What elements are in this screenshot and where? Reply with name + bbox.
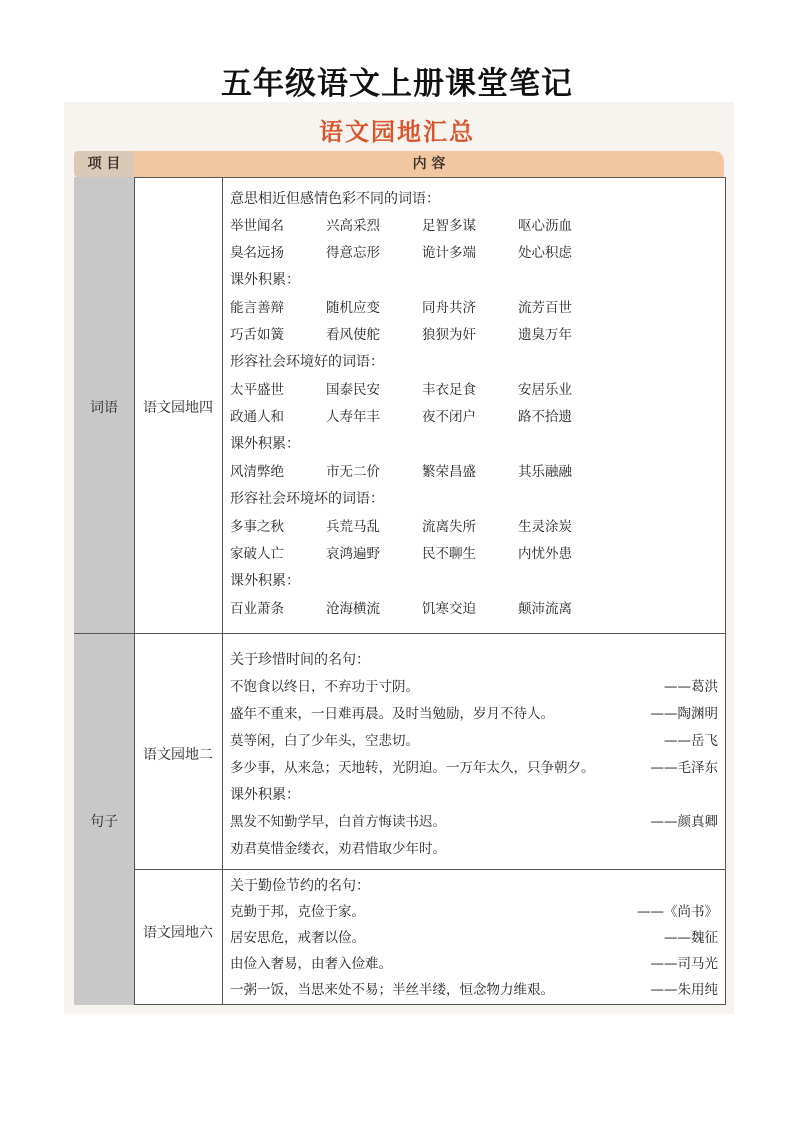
quote-text: 多少事，从来急；天地转，光阴迫。一万年太久，只争朝夕。 <box>230 760 595 776</box>
word: 其乐融融 <box>518 464 572 480</box>
quote-line <box>230 728 718 754</box>
quote-line <box>230 701 718 727</box>
sentences-content <box>230 647 718 863</box>
word-row <box>230 541 718 567</box>
word: 哀鸿遍野 <box>326 546 380 562</box>
quote-heading: 课外积累： <box>230 787 300 803</box>
word: 看风使舵 <box>326 327 380 343</box>
quote-heading: 关于珍惜时间的名句： <box>230 652 370 668</box>
word-row <box>230 322 718 348</box>
section-label: 语文园地六 <box>143 925 213 941</box>
sentences-content <box>230 873 718 1001</box>
word: 民不聊生 <box>422 546 476 562</box>
group-heading: 课外积累： <box>230 272 300 288</box>
word: 风清弊绝 <box>230 464 284 480</box>
section-subtitle: 语文园地汇总 <box>319 118 475 146</box>
quote-text: 莫等闲，白了少年头，空悲切。 <box>230 733 419 749</box>
section-label: 语文园地二 <box>143 747 213 763</box>
word: 路不拾遗 <box>518 409 572 425</box>
word: 多事之秋 <box>230 519 284 535</box>
section-cell <box>134 634 223 869</box>
quote-line <box>230 755 718 781</box>
quote-line <box>230 674 718 700</box>
word: 巧舌如簧 <box>230 327 284 343</box>
quote-text: 劝君莫惜金缕衣，劝君惜取少年时。 <box>230 841 446 857</box>
word: 沧海横流 <box>326 601 380 617</box>
section-cell <box>134 177 223 633</box>
quote-source: ——葛洪 <box>664 679 718 695</box>
quote-source: ——司马光 <box>650 956 718 972</box>
word: 狼狈为奸 <box>422 327 476 343</box>
page-title: 五年级语文上册课堂笔记 <box>221 66 573 102</box>
word-row <box>230 377 718 403</box>
category-label: 句子 <box>90 814 118 830</box>
word: 颠沛流离 <box>518 601 572 617</box>
word: 臭名远扬 <box>230 245 284 261</box>
quote-line <box>230 809 718 835</box>
word: 呕心沥血 <box>518 218 572 234</box>
word: 内忧外患 <box>518 546 572 562</box>
quote-text: 居安思危，戒奢以俭。 <box>230 930 365 946</box>
word: 夜不闭户 <box>422 409 476 425</box>
quote-text: 由俭入奢易，由奢入俭难。 <box>230 956 392 972</box>
word: 兴高采烈 <box>326 218 380 234</box>
word: 安居乐业 <box>518 382 572 398</box>
word: 百业萧条 <box>230 601 284 617</box>
word-row <box>230 596 718 622</box>
word: 能言善辩 <box>230 300 284 316</box>
quote-heading: 关于勤俭节约的名句： <box>230 878 370 894</box>
section-label: 语文园地四 <box>143 400 213 416</box>
word: 足智多谋 <box>422 218 476 234</box>
summary-table <box>74 177 726 1005</box>
category-label: 词语 <box>90 400 118 416</box>
quote-text: 盛年不重来，一日难再晨。及时当勉励，岁月不待人。 <box>230 706 554 722</box>
quote-line <box>230 977 718 1003</box>
word-row <box>230 514 718 540</box>
word: 人寿年丰 <box>326 409 380 425</box>
word-row <box>230 295 718 321</box>
word: 举世闻名 <box>230 218 284 234</box>
word: 太平盛世 <box>230 382 284 398</box>
word: 随机应变 <box>326 300 380 316</box>
quote-source: ——颜真卿 <box>650 814 718 830</box>
header-item-label: 项 目 <box>74 151 134 177</box>
quote-source: ——毛泽东 <box>650 760 718 776</box>
header-content-label: 内 容 <box>134 151 724 177</box>
word: 市无二价 <box>326 464 380 480</box>
quote-line <box>230 925 718 951</box>
word: 饥寒交迫 <box>422 601 476 617</box>
quote-text: 一粥一饭，当思来处不易；半丝半缕，恒念物力维艰。 <box>230 982 554 998</box>
word: 国泰民安 <box>326 382 380 398</box>
word: 繁荣昌盛 <box>422 464 476 480</box>
group-heading: 形容社会环境坏的词语： <box>230 491 384 507</box>
quote-text: 黑发不知勤学早，白首方悔读书迟。 <box>230 814 446 830</box>
word-row <box>230 213 718 239</box>
quote-line <box>230 836 718 862</box>
words-content <box>230 186 718 626</box>
word-row <box>230 459 718 485</box>
quote-source: ——陶渊明 <box>650 706 718 722</box>
category-cell-words <box>74 177 135 633</box>
word-row <box>230 240 718 266</box>
category-cell-sentences <box>74 634 135 1005</box>
section-cell <box>134 870 223 1005</box>
quote-text: 克勤于邦，克俭于家。 <box>230 904 365 920</box>
word: 流芳百世 <box>518 300 572 316</box>
word: 生灵涂炭 <box>518 519 572 535</box>
word: 家破人亡 <box>230 546 284 562</box>
group-heading: 课外积累： <box>230 436 300 452</box>
word: 处心积虑 <box>518 245 572 261</box>
quote-line <box>230 899 718 925</box>
quote-source: ——魏征 <box>664 930 718 946</box>
group-heading: 课外积累： <box>230 573 300 589</box>
quote-source: ——岳飞 <box>664 733 718 749</box>
word: 丰衣足食 <box>422 382 476 398</box>
word: 同舟共济 <box>422 300 476 316</box>
group-heading: 意思相近但感情色彩不同的词语： <box>230 191 440 207</box>
word: 遗臭万年 <box>518 327 572 343</box>
word: 兵荒马乱 <box>326 519 380 535</box>
quote-source: ——《尚书》 <box>637 904 718 920</box>
word: 诡计多端 <box>422 245 476 261</box>
word: 得意忘形 <box>326 245 380 261</box>
quote-line <box>230 951 718 977</box>
word: 流离失所 <box>422 519 476 535</box>
word: 政通人和 <box>230 409 284 425</box>
quote-text: 不饱食以终日，不弃功于寸阴。 <box>230 679 419 695</box>
group-heading: 形容社会环境好的词语： <box>230 354 384 370</box>
quote-source: ——朱用纯 <box>650 982 718 998</box>
word-row <box>230 404 718 430</box>
